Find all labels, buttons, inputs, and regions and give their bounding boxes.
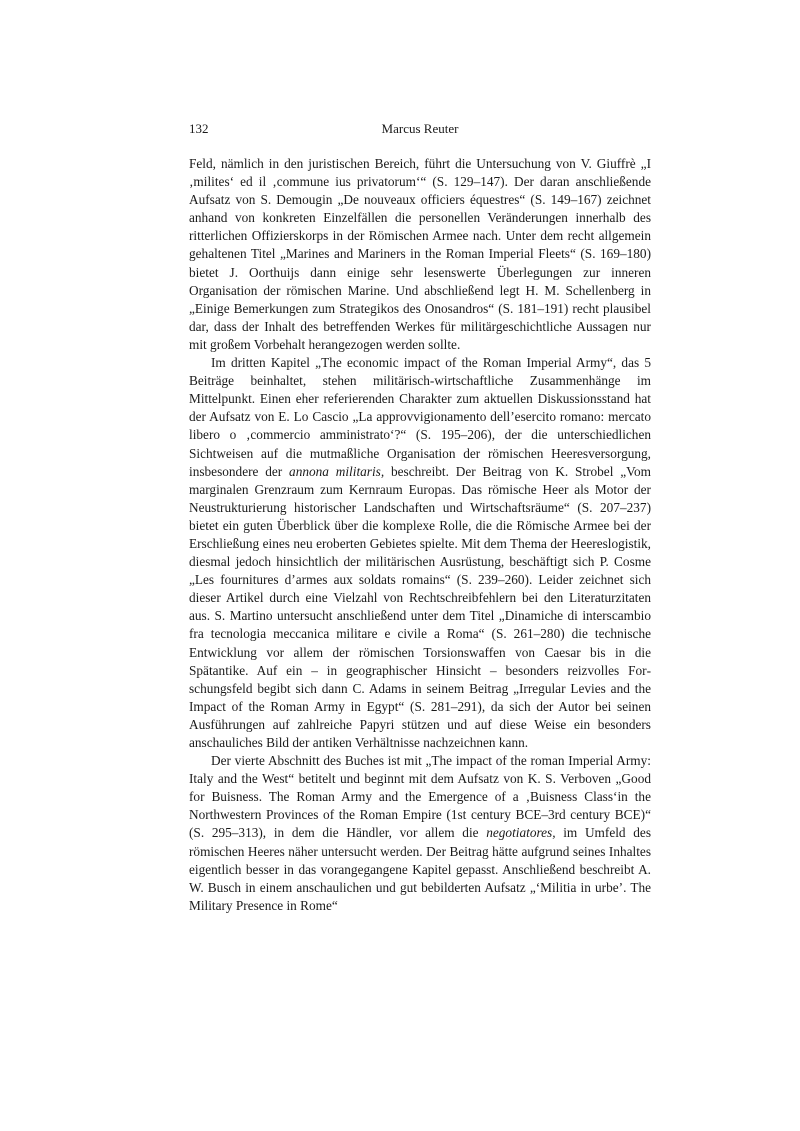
paragraph-2-text-b: beschreibt. Der Beitrag von K. Strobel „Vom marginalen Grenzraum zum Kernraum Europas. Das römische Heer als Motor der Neustrukturierung historischer Landschaften und Wirtschaftsräume“ (S. 207–237) bietet ein guten Überblick über die komplexe Rolle, die die Römische Armee bei der Erschließung eines neu eroberten Gebietes spielte. Mit dem Thema der Heereslogistik, diesmal jedoch hinsichtlich der militärischen Ausrüstung, beschäftigt sich P. Cosme „Les fournitures d’armes aux soldats romains“ (S. 239–260). Leider zeichnet sich dieser Artikel durch eine Vielzahl von Rechtschreibfehlern bei den Literaturzitaten aus. S. Martino untersucht anschließend unter dem Titel „Dinamiche di interscambio fra tecnologia meccanica militare e civile a Roma“ (S. 261–280) die technische Entwicklung vor allem der römischen Torsionswaffen von Caesar bis in die Spätantike. Auf ein – in geographischer Hinsicht – besonders reizvolles Forschungsfeld begibt sich dann C. Adams in seinem Beitrag „Irregular Levies and the Impact of the Roman Army in Egypt“ (S. 281–291), da sich der Autor bei seinen Ausführungen auf zahlreiche Papyri stützen und auf diese Weise ein besonders anschauliches Bild der antiken Verhältnisse nachzeichnen kann. — [189, 463, 651, 750]
paragraph-2 — [189, 354, 651, 752]
page-number: 132 — [189, 121, 209, 136]
paragraph-3-text-a: Der vierte Abschnitt des Buches ist mit „The impact of the roman Imperial Army: Italy and the West“ betitelt und beginnt mit dem Aufsatz von K. S. Verboven „Good for Buisness. The Roman Army and the Emergence of a ‚Buisness Class‘in the Northwestern Provinces of the Roman Empire (1st century BCE–3rd century BCE)“ (S. 295–313), in dem die Händler, vor allem die — [189, 753, 651, 841]
body-text — [189, 155, 651, 915]
paragraph-3 — [189, 752, 651, 915]
paragraph-1-text: Feld, nämlich in den juristischen Bereich, führt die Untersuchung von V. Giuffrè „I ‚milites‘ ed il ‚commune ius privatorum‘“ (S. 129–147). Der daran anschließende Aufsatz von S. Demougin „De nouveaux officiers équestres“ (S. 149–167) zeichnet anhand von konkreten Einzelfällen die personellen Veränderungen innerhalb des ritterlichen Offizierskorps in der Römischen Armee nach. Unter dem recht allgemein gehaltenen Titel „Marines and Mariners in the Roman Imperial Fleets“ (S. 169–180) bietet J. Oorthuijs dann einige sehr lesenswerte Überlegungen zur inneren Organisation der römischen Marine. Und abschließend legt H. M. Schellenberg in „Einige Bemerkungen zum Strategikos des Onosandros“ (S. 181–191) recht plausibel dar, dass der Inhalt des betreffenden Werkes für militärgeschichtliche Aussagen nur mit großem Vorbehalt herangezogen werden sollte. — [189, 156, 651, 352]
paragraph-2-italic-term: annona militaris, — [289, 463, 385, 479]
running-head — [189, 121, 651, 139]
running-title: Marcus Reuter — [381, 121, 459, 136]
paragraph-3-text-b: im Umfeld des römischen Heeres näher untersucht werden. Der Beitrag hätte aufgrund seines Inhaltes eigentlich besser in das vorangegangene Kapitel gepasst. Anschließend beschreibt A. W. Busch in einem anschaulichen und gut bebilderten Aufsatz „‘Militia in urbe’. The Military Presence in Rome“ — [189, 825, 651, 913]
paragraph-2-text-a: Im dritten Kapitel „The economic impact of the Roman Imperial Army“, das 5 Beiträge beinhaltet, stehen militärisch-wirtschaftliche Zusammenhänge im Mittelpunkt. Einen eher referierenden Charakter zum aktuellen Diskussionsstand hat der Aufsatz von E. Lo Cascio „La approvvigionamento dell’esercito romano: mercato libero o ‚commercio amministrato‘?“ (S. 195–206), der die unterschiedlichen Sichtweisen auf die mutmaßliche Organisation der römischen Heeresversorgung, insbesondere der — [189, 355, 651, 479]
paragraph-1 — [189, 155, 651, 354]
paragraph-3-italic-term: negotiatores, — [486, 825, 556, 841]
